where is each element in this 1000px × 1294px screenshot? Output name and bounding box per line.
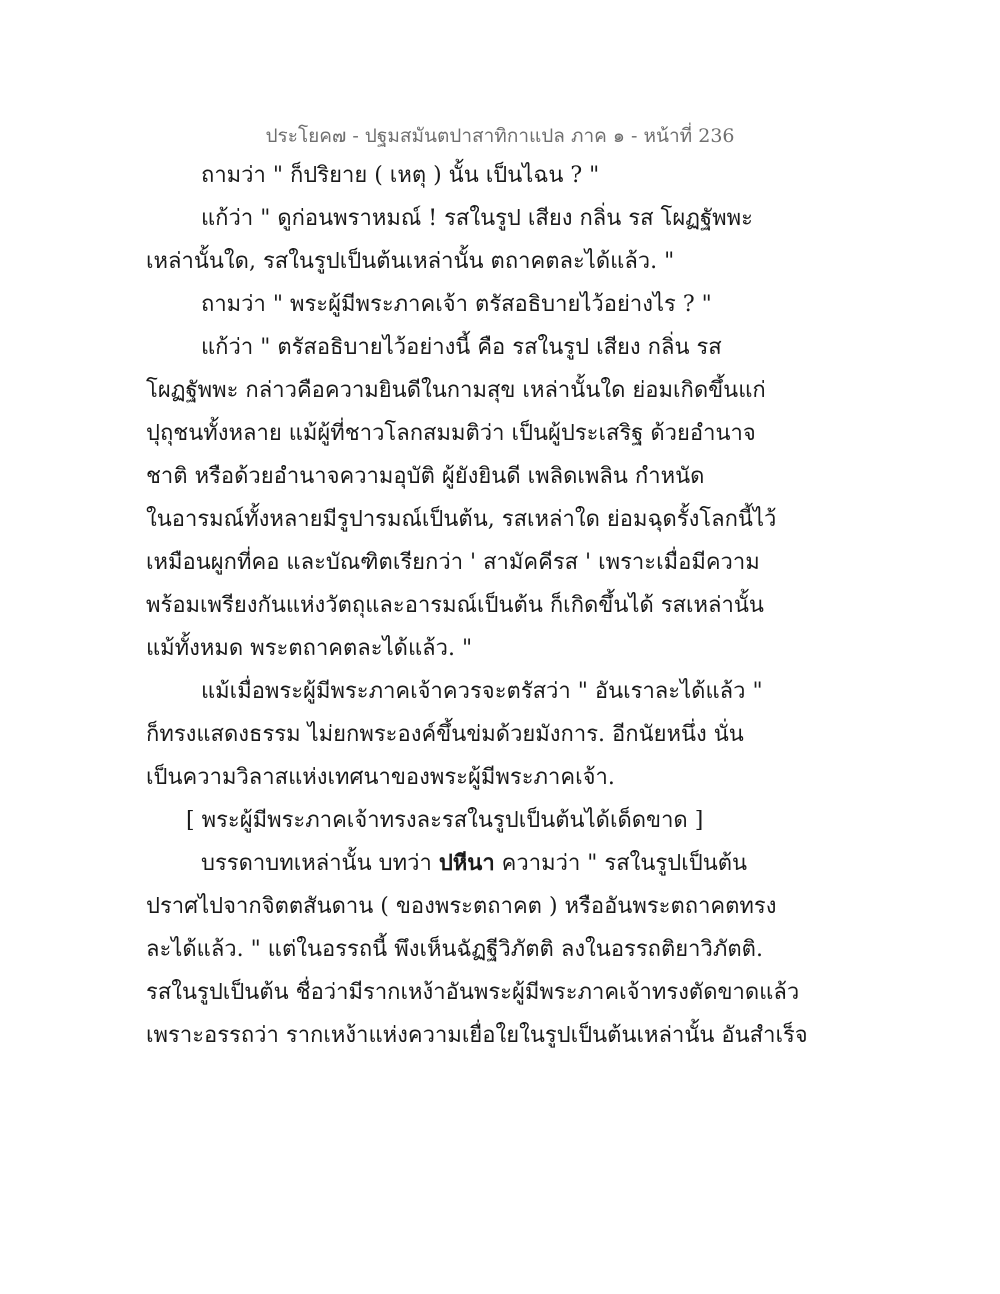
term-bold: ปหีนา bbox=[438, 850, 495, 876]
text-line: ปราศไปจากจิตตสันดาน ( ของพระตถาคต ) หรืออันพระตถาคตทรง bbox=[146, 894, 777, 919]
text-segment: ความว่า " รสในรูปเป็นต้น bbox=[501, 851, 748, 876]
text-line: โผฏฐัพพะ กล่าวคือความยินดีในกามสุข เหล่านั้นใด ย่อมเกิดขึ้นแก่ bbox=[146, 378, 766, 403]
text-line: ชาติ หรือด้วยอำนาจความอุบัติ ผู้ยังยินดี เพลิดเพลิน กำหนัด bbox=[146, 464, 705, 489]
text-line: แก้ว่า " ดูก่อนพราหมณ์ ! รสในรูป เสียง กลิ่น รส โผฏฐัพพะ bbox=[201, 206, 753, 231]
text-line: เป็นความวิลาสแห่งเทศนาของพระผู้มีพระภาคเจ้า. bbox=[146, 765, 615, 790]
text-line: พร้อมเพรียงกันแห่งวัตถุและอารมณ์เป็นต้น ก็เกิดขึ้นได้ รสเหล่านั้น bbox=[146, 593, 764, 618]
text-line: ถามว่า " ก็ปริยาย ( เหตุ ) นั้น เป็นไฉน ? " bbox=[201, 163, 600, 188]
text-line: ละได้แล้ว. " แต่ในอรรถนี้ พึงเห็นฉัฏฐีวิภัตติ ลงในอรรถติยาวิภัตติ. bbox=[146, 937, 763, 962]
text-line: เหล่านั้นใด, รสในรูปเป็นต้นเหล่านั้น ตถาคตละได้แล้ว. " bbox=[146, 249, 675, 274]
text-line: ในอารมณ์ทั้งหลายมีรูปารมณ์เป็นต้น, รสเหล่าใด ย่อมฉุดรั้งโลกนี้ไว้ bbox=[146, 507, 777, 532]
body-text bbox=[146, 154, 866, 1057]
page-header: ประโยค๗ - ปฐมสมันตปาสาทิกาแปล ภาค ๑ - หน้าที่ 236 bbox=[265, 125, 735, 147]
text-line bbox=[146, 842, 866, 885]
text-line: แม้เมื่อพระผู้มีพระภาคเจ้าควรจะตรัสว่า " อันเราละได้แล้ว " bbox=[201, 679, 763, 704]
text-line: ถามว่า " พระผู้มีพระภาคเจ้า ตรัสอธิบายไว้อย่างไร ? " bbox=[201, 292, 712, 317]
text-segment: บรรดาบทเหล่านั้น บทว่า bbox=[201, 851, 432, 876]
text-line: แก้ว่า " ตรัสอธิบายไว้อย่างนี้ คือ รสในรูป เสียง กลิ่น รส bbox=[201, 335, 722, 360]
text-line: ก็ทรงแสดงธรรม ไม่ยกพระองค์ขึ้นข่มด้วยมังการ. อีกนัยหนึ่ง นั่น bbox=[146, 722, 744, 747]
text-line: ปุถุชนทั้งหลาย แม้ผู้ที่ชาวโลกสมมติว่า เป็นผู้ประเสริฐ ด้วยอำนาจ bbox=[146, 421, 756, 446]
text-line: แม้ทั้งหมด พระตถาคตละได้แล้ว. " bbox=[146, 636, 473, 661]
text-line: รสในรูปเป็นต้น ชื่อว่ามีรากเหง้าอันพระผู้มีพระภาคเจ้าทรงตัดขาดแล้ว bbox=[146, 980, 800, 1005]
text-line: เพราะอรรถว่า รากเหง้าแห่งความเยื่อใยในรูปเป็นต้นเหล่านั้น อันสำเร็จ bbox=[146, 1023, 808, 1048]
text-line: เหมือนผูกที่คอ และบัณฑิตเรียกว่า ' สามัคคีรส ' เพราะเมื่อมีความ bbox=[146, 550, 760, 575]
section-heading: [ พระผู้มีพระภาคเจ้าทรงละรสในรูปเป็นต้นได้เด็ดขาด ] bbox=[186, 808, 704, 833]
